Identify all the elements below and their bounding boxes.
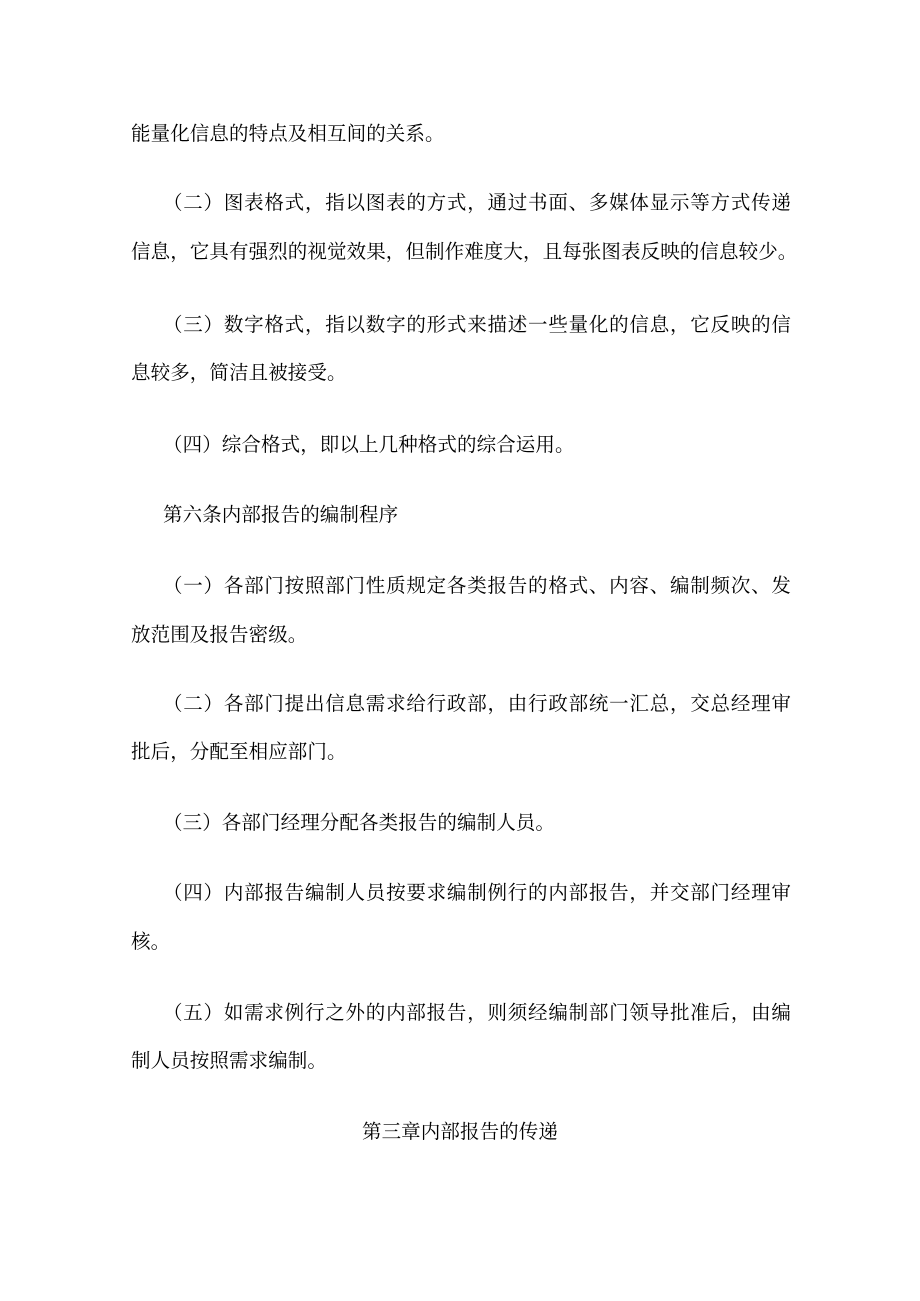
paragraph-line: （四）综合格式，即以上几种格式的综合运用。 [163,433,575,456]
paragraph-line: 能量化信息的特点及相互间的关系。 [131,122,445,145]
paragraph-line: 核。 [131,930,171,953]
paragraph-line: （三）数字格式，指以数字的形式来描述一些量化的信息，它反映的信 [163,313,791,336]
paragraph-line: 息较多，简洁且被接受。 [131,361,347,384]
paragraph-line: 批后，分配至相应部门。 [131,740,347,763]
paragraph-line: （四）内部报告编制人员按要求编制例行的内部报告，并交部门经理审 [163,881,791,904]
paragraph-line: 信息，它具有强烈的视觉效果，但制作难度大，且每张图表反映的信息较少。 [131,240,798,263]
paragraph-line: 制人员按照需求编制。 [131,1049,328,1072]
paragraph-line: （三）各部门经理分配各类报告的编制人员。 [163,811,556,834]
paragraph-line: （二）图表格式，指以图表的方式，通过书面、多媒体显示等方式传递 [163,191,791,214]
section-heading: 第六条内部报告的编制程序 [163,503,399,526]
paragraph-line: （二）各部门提出信息需求给行政部，由行政部统一汇总，交总经理审 [163,692,791,715]
paragraph-line: 放范围及报告密级。 [131,623,308,646]
chapter-heading: 第三章内部报告的传递 [361,1120,558,1143]
paragraph-line: （一）各部门按照部门性质规定各类报告的格式、内容、编制频次、发 [163,574,791,597]
paragraph-line: （五）如需求例行之外的内部报告，则须经编制部门领导批准后，由编 [163,1001,791,1024]
